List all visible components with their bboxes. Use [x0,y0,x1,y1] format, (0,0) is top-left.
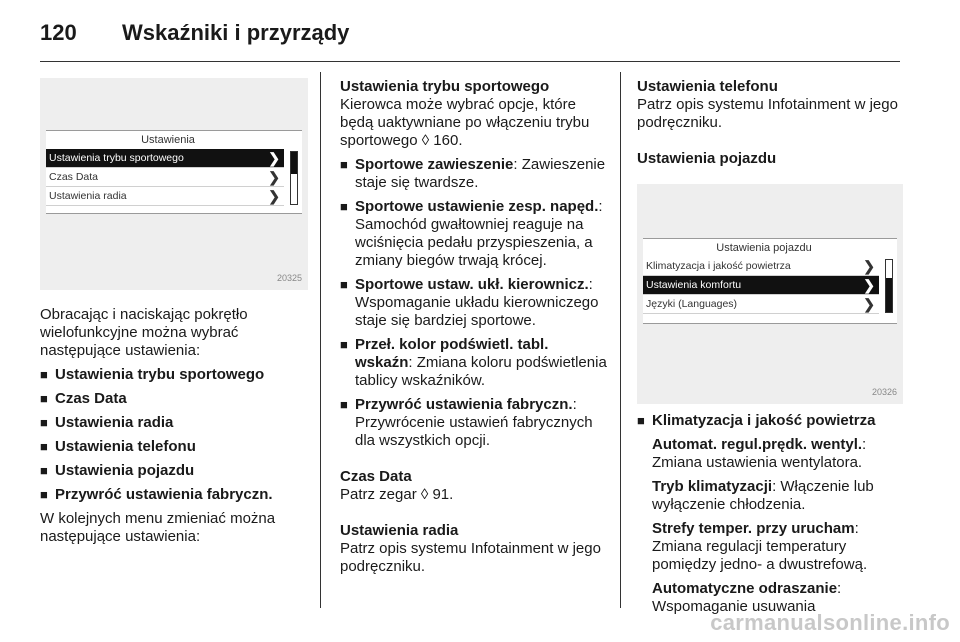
list-item: ■ Sportowe zawieszenie: Zawieszenie staje się twardsze. [340,156,606,191]
list-item: ■ Klimatyzacja i jakość powietrza [637,412,876,429]
list-item: ■ Ustawienia pojazdu [40,462,195,479]
vehicle-settings-figure [637,184,903,404]
watermark: carmanualsonline.info [710,610,950,635]
sub-item: Tryb klimatyzacji: Włączenie lub wyłączenie chłodzenia. [652,478,874,513]
chevron-right-icon: ❯ [268,169,280,185]
scrollbar [885,259,893,313]
chevron-right-icon: ❯ [863,277,875,293]
column-divider [620,72,621,608]
scrollbar-thumb [291,152,297,174]
outro-paragraph: W kolejnych menu zmieniać można następujące ustawienia: [40,510,276,545]
column-2 [340,78,608,576]
list-item: ■ Przywróć ustawienia fabryczn.: Przywrócenie ustawień fabrycznych dla wszystkich opcji. [340,396,593,449]
screen-title: Ustawienia pojazdu [716,242,812,254]
page-number: 120 [40,20,77,45]
list-item: ■ Ustawienia telefonu [40,438,196,455]
figure-number: 20325 [276,273,302,283]
display-screen [46,130,302,214]
list-item: ■ Ustawienia trybu sportowego [40,366,265,383]
menu-item-radio: Ustawienia radia ❯ [46,187,284,206]
scrollbar-thumb [886,278,892,312]
page-header [40,20,349,50]
scrollbar [290,151,298,205]
list-item: ■ Przywróć ustawienia fabryczn. [40,486,273,503]
phone-text: Patrz opis systemu Infotainment w jego podręczniku. [637,96,898,131]
climate-list [637,412,905,430]
time-date-heading: Czas Data [340,468,412,485]
sub-item: Automatyczne odraszanie: Wspomaganie usuwania [652,580,842,615]
chapter-title: Wskaźniki i przyrządy [122,20,350,45]
bullet-icon: ■ [40,439,48,454]
sport-mode-list [340,156,608,450]
list-item: ■ Czas Data [40,390,127,407]
bullet-icon: ■ [40,463,48,478]
menu-item-time-date: Czas Data ❯ [46,168,284,187]
display-screen [643,238,897,324]
screen-title: Ustawienia [141,134,195,146]
menu-item-sport-mode: Ustawienia trybu sportowego ❯ [46,149,284,168]
bullet-icon: ■ [40,367,48,382]
bullet-icon: ■ [340,337,348,352]
column-3 [637,78,905,616]
radio-heading: Ustawienia radia [340,522,459,539]
bullet-icon: ■ [40,391,48,406]
menu-item-languages: Języki (Languages) ❯ [643,295,879,314]
list-item: ■ Ustawienia radia [40,414,174,431]
sport-mode-intro: Kierowca może wybrać opcje, które będą uaktywniane po włączeniu trybu sportowego ◊ 160. [340,96,590,149]
menu-item-comfort: Ustawienia komfortu ❯ [643,276,879,295]
list-item: ■ Sportowe ustawienie zesp. napęd.: Samochód gwałtowniej reaguje na wciśnięcia pedału przyspieszenia, a zmiany biegów trwają krócej. [340,198,603,269]
bullet-icon: ■ [637,413,645,428]
chevron-right-icon: ❯ [863,296,875,312]
intro-paragraph: Obracając i naciskając pokrętło wielofunkcyjne można wybrać następujące ustawienia: [40,306,248,359]
chevron-right-icon: ❯ [863,258,875,274]
vehicle-heading: Ustawienia pojazdu [637,150,777,167]
bullet-icon: ■ [340,199,348,214]
menu-item-climate: Klimatyzacja i jakość powietrza ❯ [643,257,879,276]
bullet-icon: ■ [340,397,348,412]
chevron-right-icon: ❯ [268,188,280,204]
header-rule [40,61,900,62]
list-item: ■ Sportowe ustaw. ukł. kierownicz.: Wspomaganie układu kierowniczego staje się bardziej sportowe. [340,276,599,329]
sub-item: Automat. regul.prędk. wentyl.: Zmiana ustawienia wentylatora. [652,436,867,471]
bullet-icon: ■ [40,487,48,502]
bullet-icon: ■ [340,277,348,292]
figure-number: 20326 [871,387,897,397]
sport-mode-heading: Ustawienia trybu sportowego [340,78,550,95]
bullet-icon: ■ [340,157,348,172]
column-1 [40,78,308,546]
time-date-text: Patrz zegar ◊ 91. [340,486,454,503]
list-item: ■ Przeł. kolor podświetl. tabl. wskaźn: Zmiana koloru podświetlenia tablicy wskaźników. [340,336,607,389]
bullet-icon: ■ [40,415,48,430]
sub-item: Strefy temper. przy urucham: Zmiana regulacji temperatury pomiędzy jedno- a dwustrefową. [652,520,868,573]
column-divider [320,72,321,608]
phone-heading: Ustawienia telefonu [637,78,778,95]
radio-text: Patrz opis systemu Infotainment w jego podręczniku. [340,540,601,575]
chevron-right-icon: ❯ [268,150,280,166]
settings-list [40,366,308,504]
settings-menu-figure [40,78,308,290]
